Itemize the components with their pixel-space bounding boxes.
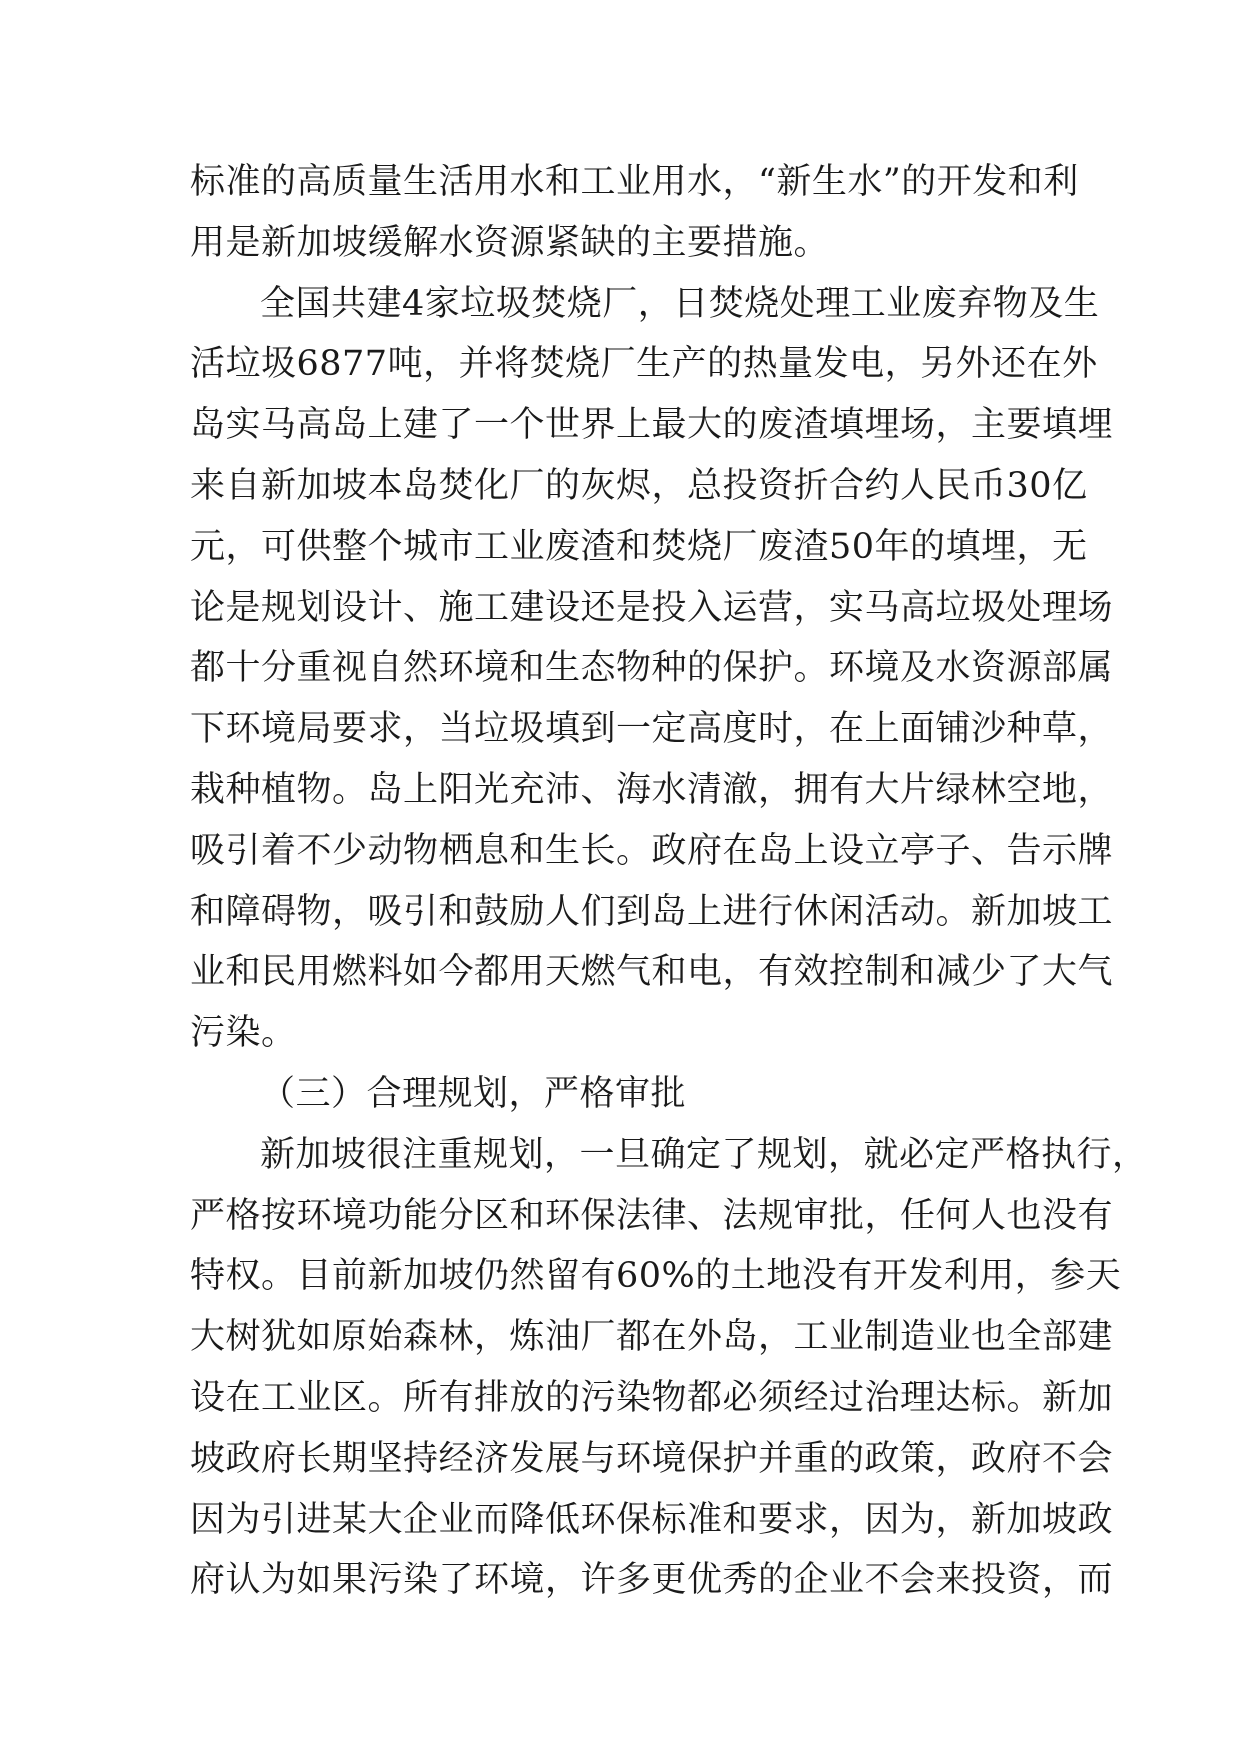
text-line: 都十分重视自然环境和生态物种的保护。环境及水资源部属 bbox=[190, 648, 1114, 689]
text-line: 标准的高质量生活用水和工业用水，“新生水”的开发和利 bbox=[190, 162, 1079, 202]
text-line: 大树犹如原始森林，炼油厂都在外岛，工业制造业也全部建 bbox=[190, 1317, 1114, 1358]
text-line: 用是新加坡缓解水资源紧缺的主要措施。 bbox=[190, 222, 830, 263]
text-line: 全国共建4家垃圾焚烧厂，日焚烧处理工业废弃物及生 bbox=[260, 283, 1100, 324]
text-line: 特权。目前新加坡仍然留有60%的土地没有开发利用，参天 bbox=[190, 1256, 1122, 1297]
paragraph bbox=[190, 152, 1079, 274]
text-line: 设在工业区。所有排放的污染物都必须经过治理达标。新加 bbox=[190, 1377, 1114, 1418]
text-line: 论是规划设计、施工建设还是投入运营，实马高垃圾处理场 bbox=[190, 587, 1114, 628]
body-text bbox=[190, 152, 1148, 1611]
paragraph bbox=[190, 274, 1114, 1064]
text-line: 吸引着不少动物栖息和生长。政府在岛上设立亭子、告示牌 bbox=[190, 830, 1114, 871]
text-line: 元，可供整个城市工业废渣和焚烧厂废渣50年的填埋，无 bbox=[190, 526, 1088, 567]
text-line: 污染。 bbox=[190, 1013, 297, 1054]
text-line: 栽种植物。岛上阳光充沛、海水清澈，拥有大片绿林空地， bbox=[190, 769, 1114, 810]
text-line: 活垃圾6877吨，并将焚烧厂生产的热量发电，另外还在外 bbox=[190, 344, 1098, 385]
text-line: 新加坡很注重规划，一旦确定了规划，就必定严格执行， bbox=[260, 1134, 1148, 1175]
text-line: 岛实马高岛上建了一个世界上最大的废渣填埋场，主要填埋 bbox=[190, 405, 1114, 446]
text-line: 和障碍物，吸引和鼓励人们到岛上进行休闲活动。新加坡工 bbox=[190, 891, 1114, 932]
text-line: 下环境局要求，当垃圾填到一定高度时，在上面铺沙种草， bbox=[190, 709, 1114, 750]
paragraph bbox=[190, 1125, 1148, 1611]
text-line: 府认为如果污染了环境，许多更优秀的企业不会来投资，而 bbox=[190, 1560, 1114, 1601]
heading-line: （三）合理规划，严格审批 bbox=[260, 1073, 687, 1114]
text-line: 来自新加坡本岛焚化厂的灰烬，总投资折合约人民币30亿 bbox=[190, 465, 1088, 506]
text-line: 业和民用燃料如今都用天燃气和电，有效控制和减少了大气 bbox=[190, 952, 1114, 993]
section-heading bbox=[190, 1064, 1052, 1125]
text-line: 坡政府长期坚持经济发展与环境保护并重的政策，政府不会 bbox=[190, 1438, 1114, 1479]
text-line: 严格按环境功能分区和环保法律、法规审批，任何人也没有 bbox=[190, 1195, 1114, 1236]
text-line: 因为引进某大企业而降低环保标准和要求，因为，新加坡政 bbox=[190, 1499, 1114, 1540]
